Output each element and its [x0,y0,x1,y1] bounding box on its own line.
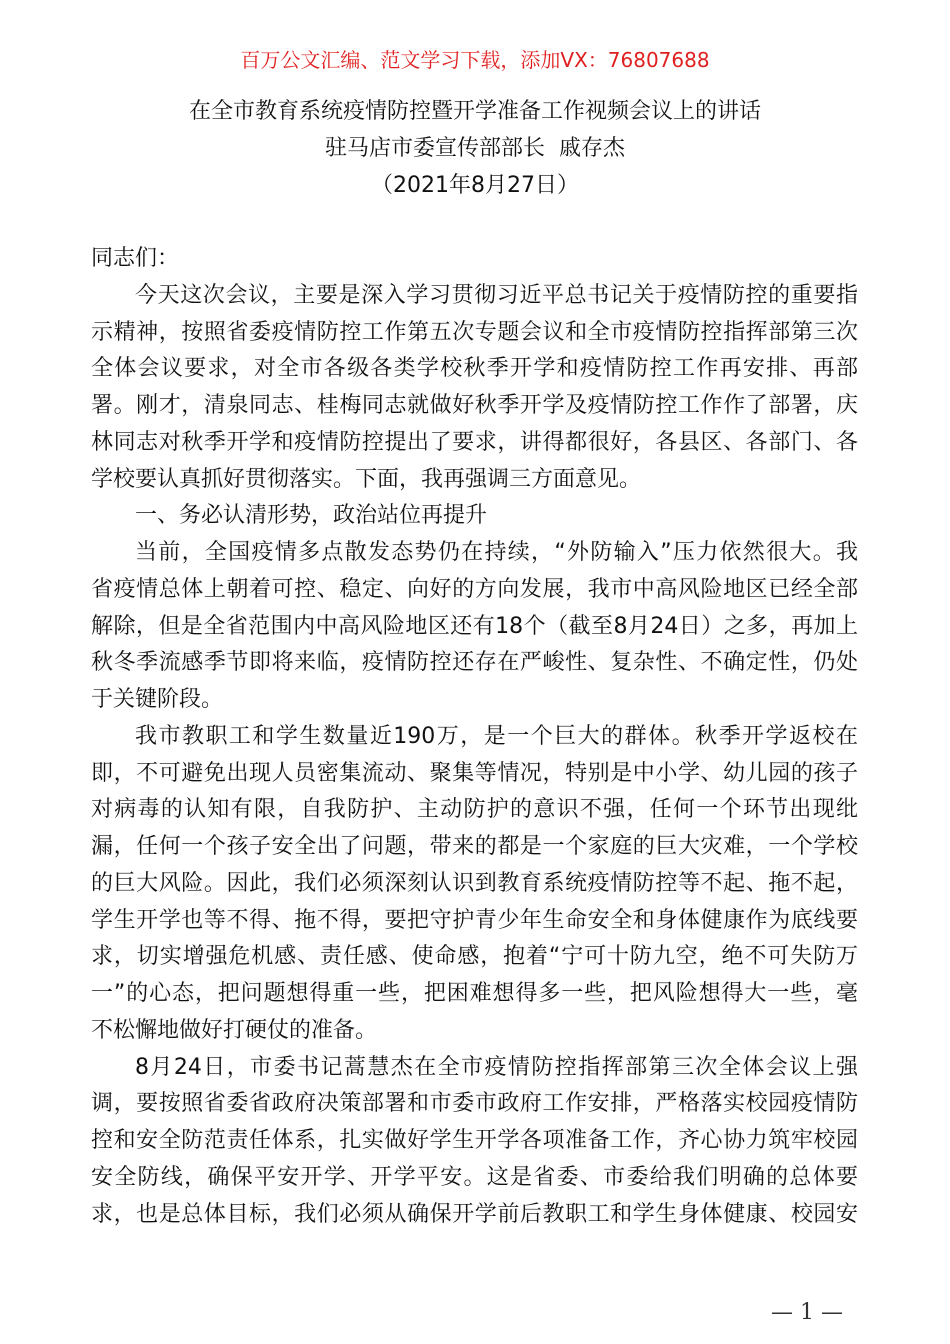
text-line: 不松懈地做好打硬仗的准备。 [91,1017,378,1043]
section-heading [91,498,858,535]
text-line: 求，也是总体目标，我们必须从确保开学前后教职工和学生身体健康、校园安 [91,1201,858,1227]
text-line: 于关键阶段。 [91,687,224,712]
text-line: 解除，但是全省范围内中高风险地区还有18个（截至8月24日）之多，再加上 [91,613,858,639]
text-line: 安全防线，确保平安开学、开学平安。这是省委、市委给我们明确的总体要 [91,1164,858,1190]
text-line: 省疫情总体上朝着可控、稳定、向好的方向发展，我市中高风险地区已经全部 [91,576,858,602]
text-line: 秋冬季流感季节即将来临，疫情防控还存在严峻性、复杂性、不确定性，仍处 [91,650,858,676]
page-number: — 1 — [771,1300,843,1325]
text-line: 8月24日，市委书记蒿慧杰在全市疫情防控指挥部第三次全体会议上强 [135,1054,858,1080]
text-line: 学生开学也等不得、拖不得，要把守护青少年生命安全和身体健康作为底线要 [91,907,858,933]
text-line: 林同志对秋季开学和疫情防控提出了要求，讲得都很好，各县区、各部门、各 [91,429,858,455]
paragraph [91,278,858,499]
document-body [91,241,858,1233]
paragraph [91,1050,858,1234]
text-line: 署。刚才，清泉同志、桂梅同志就做好秋季开学及疫情防控工作作了部署，庆 [91,393,858,418]
document-title: 在全市教育系统疫情防控暨开学准备工作视频会议上的讲话 [188,99,761,124]
text-line: 学校要认真抓好贯彻落实。下面，我再强调三方面意见。 [91,466,642,492]
text-line: 的巨大风险。因此，我们必须深刻认识到教育系统疫情防控等不起、拖不起， [91,870,858,896]
text-line: 今天这次会议，主要是深入学习贯彻习近平总书记关于疫情防控的重要指 [135,282,858,308]
paragraph [91,535,858,719]
document-header [0,94,950,204]
text-line: 当前，全国疫情多点散发态势仍在持续，“外防输入”压力依然很大。我 [135,540,858,565]
speaker-line: 驻马店市委宣传部部长 戚存杰 [325,135,625,161]
text-line: 示精神，按照省委疫情防控工作第五次专题会议和全市疫情防控指挥部第三次 [91,319,858,345]
text-line: 漏，任何一个孩子安全出了问题，带来的都是一个家庭的巨大灾难，一个学校 [91,834,858,859]
text-line: 全体会议要求，对全市各级各类学校秋季开学和疫情防控工作再安排、再部 [91,356,858,382]
text-line: 一”的心态，把问题想得重一些，把困难想得多一些，把风险想得大一些，毫 [91,981,858,1006]
text-line: 即，不可避免出现人员密集流动、聚集等情况，特别是中小学、幼儿园的孩子 [91,760,858,786]
text-line: 一、务必认清形势，政治站位再提升 [135,503,488,529]
salutation: 同志们： [91,246,180,271]
text-line: 调，要按照省委省政府决策部署和市委市政府工作安排，严格落实校园疫情防 [91,1091,858,1117]
text-line: 求，切实增强危机感、责任感、使命感，抱着“宁可十防九空，绝不可失防万 [91,944,858,970]
watermark-banner: 百万公文汇编、范文学习下载，添加VX：76807688 [240,48,710,72]
text-line: 控和安全防范责任体系，扎实做好学生开学各项准备工作，齐心协力筑牢校园 [91,1128,858,1153]
speech-date: （2021年8月27日） [371,172,579,198]
text-line: 对病毒的认知有限，自我防护、主动防护的意识不强，任何一个环节出现纰 [91,797,858,823]
paragraph [91,719,858,1050]
text-line: 我市教职工和学生数量近190万，是一个巨大的群体。秋季开学返校在 [135,723,858,749]
